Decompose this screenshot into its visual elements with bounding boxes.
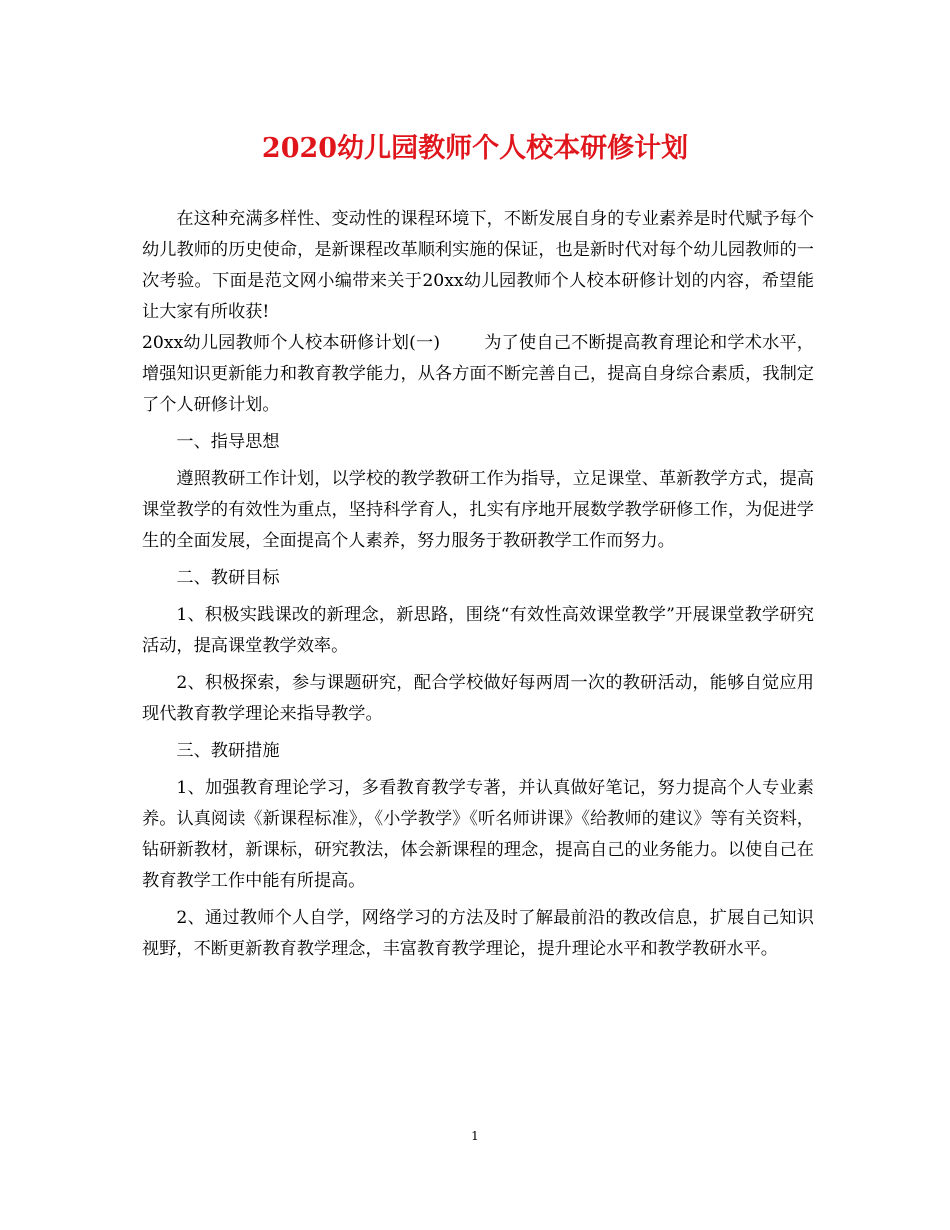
plan-intro: 为了使自己不断提高教育理论和学术水平，增强知识更新能力和教育教学能力，从各方面不断完善自己，提高自身综合素质，我制定了个人研修计划。: [142, 333, 814, 415]
section3-heading: 三、教研措施: [176, 741, 280, 761]
section2-item2: 2、积极探索，参与课题研究，配合学校做好每两周一次的教研活动，能够自觉应用现代教育教学理论来指导教学。: [142, 673, 814, 724]
section3-item2: 2、通过教师个人自学，网络学习的方法及时了解最前沿的教改信息，扩展自己知识视野，不断更新教育教学理念，丰富教育教学理论，提升理论水平和教学教研水平。: [142, 908, 814, 959]
document-title: 2020幼儿园教师个人校本研修计划: [261, 133, 689, 164]
page-number: 1: [471, 1129, 479, 1143]
intro-paragraph: 在这种充满多样性、变动性的课程环境下，不断发展自身的专业素养是时代赋予每个幼儿教师的历史使命，是新课程改革顺利实施的保证，也是新时代对每个幼儿园教师的一次考验。下面是范文网小编带来关于20xx幼儿园教师个人校本研修计划的内容，希望能让大家有所收获!: [142, 209, 814, 322]
section1-text: 遵照教研工作计划，以学校的教学教研工作为指导，立足课堂、革新教学方式，提高课堂教学的有效性为重点，坚持科学育人，扎实有序地开展数学教学研修工作，为促进学生的全面发展，全面提高个人素养，努力服务于教研教学工作而努力。: [142, 469, 814, 551]
plan-heading: 20xx幼儿园教师个人校本研修计划(一): [142, 333, 441, 353]
section2-heading: 二、教研目标: [176, 568, 280, 588]
section3-item1: 1、加强教育理论学习，多看教育教学专著，并认真做好笔记，努力提高个人专业素养。认真阅读《新课程标准》，《小学教学》《听名师讲课》《给教师的建议》等有关资料，钻研新教材，新课标，研究教法，体会新课程的理念，提高自己的业务能力。以使自己在教育教学工作中能有所提高。: [142, 778, 814, 891]
section1-heading: 一、指导思想: [176, 432, 280, 452]
document-body: [142, 204, 814, 965]
plan-paragraph: [142, 328, 814, 421]
section2-item1: 1、积极实践课改的新理念，新思路，围绕“有效性高效课堂教学”开展课堂教学研究活动，提高课堂教学效率。: [142, 605, 814, 656]
